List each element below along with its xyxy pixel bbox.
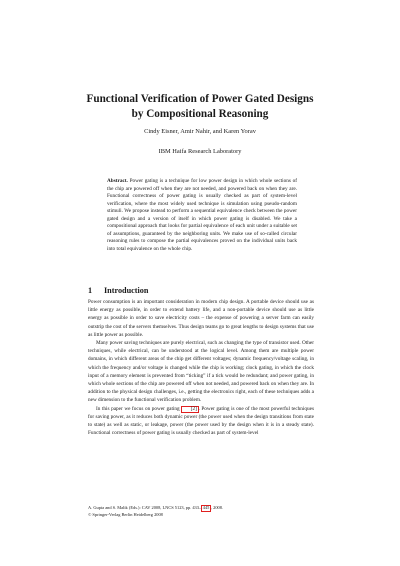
title-line-2: by Compositional Reasoning xyxy=(131,108,269,120)
abstract xyxy=(107,178,297,253)
paper-title xyxy=(0,92,400,122)
abstract-heading: Abstract. xyxy=(107,178,128,184)
footer-citation-lead: A. Gupta and S. Malik (Eds.): CAV 2008, LNCS 5123, pp. 433– xyxy=(88,505,202,510)
footer-citation-year: , 2008. xyxy=(210,505,224,510)
author-list: Cindy Eisner, Amir Nahir, and Karen Yorav xyxy=(144,128,256,135)
paragraph-3-rest: . Power gating is one of the most powerful techniques for saving power, as it reduces both dynamic power (the power used when the design transitions from state to state) as well as static, or leakage, power (the power used by the design when it is in a steady state). Functional correctness of power gating is usually checked as part of system-level xyxy=(88,405,314,437)
footer-copyright: © Springer-Verlag Berlin Heidelberg 2008 xyxy=(88,511,163,517)
section-title: Introduction xyxy=(104,286,149,295)
page-range-link[interactable]: 445 xyxy=(202,505,210,510)
paragraph-2: Many power saving techniques are purely electrical, such as changing the type of transistor used. Other techniques, while electrical, can be understood at the logical level. Among them are multiple power domains, in which different areas of the chip get different voltages; dynamic frequency/voltage scaling, in which the frequency and/or voltage is changed while the chip is working; clock gating, in which the clock input of a memory element is prevented from “ticking” if a tick would be redundant; and power gating, in which whole sections of the chip are powered off when not needed, and powered back on when they are. In addition to the physical design challenges, i.e., getting the electronics right, each of these techniques adds a new dimension to the functional verification problem. xyxy=(88,340,314,404)
body-text xyxy=(88,298,314,437)
footer-citation xyxy=(88,505,314,512)
abstract-body: Power gating is a technique for low power design in which whole sections of the chip are powered off when they are not needed, and powered back on when they are. Functional correctness of power gating is usually checked as part of system-level verification, where the most widely used technique is simulation using pseudo-random stimuli. We propose instead to perform a sequential equivalence check between the power gated design and a version of itself in which power gating is disabled. We take a compositional approach that looks for partial equivalence of each unit under a suitable set of assumptions, guaranteed by the neighboring units. We make use of so-called circular reasoning rules to compose the partial equivalences proved on the individual units back into total equivalence on the whole chip. xyxy=(107,178,297,252)
page-footer xyxy=(88,505,314,518)
paragraph-3-lead: In this paper we focus on power gating xyxy=(96,405,182,412)
citation-link[interactable]: [2] xyxy=(181,406,198,413)
section-heading xyxy=(88,286,148,296)
title-line-1: Functional Verification of Power Gated Designs xyxy=(86,93,314,105)
section-number: 1 xyxy=(88,286,93,295)
affiliation: IBM Haifa Research Laboratory xyxy=(158,148,242,155)
paragraph-1: Power consumption is an important consideration in modern chip design. A portable device should use as little energy as possible, in order to extend battery life, and a non-portable device should use as little energy as possible in order to save electricity costs – the expense of powering a server farm can easily outstrip the cost of the servers themselves. Thus design teams go to great lengths to design systems that use as little power as possible. xyxy=(88,299,314,338)
paragraph-3 xyxy=(88,405,314,438)
